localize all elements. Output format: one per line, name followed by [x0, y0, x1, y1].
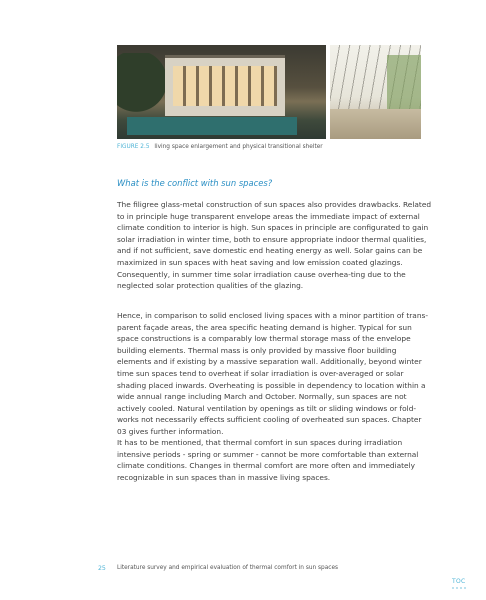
pool-graphic	[127, 117, 297, 135]
toc-link[interactable]: TOC	[452, 578, 466, 585]
trees-graphic	[117, 53, 165, 123]
figure-caption	[117, 143, 437, 151]
figure-number: FIGURE 2.5	[117, 144, 150, 150]
paragraph-3: It has to be mentioned, that thermal comfort in sun spaces during irradiation intensive periods - spring or summer - cannot be more comfortable than external climate conditions. Changes in thermal comfort are more often and immediately recognizable in sun spaces than in massive living spaces.	[117, 438, 419, 482]
house-sunspace-photo	[117, 45, 326, 139]
toc-underline	[452, 587, 466, 589]
paragraph-1: The filigree glass-metal construction of sun spaces also provides drawbacks. Related to in principle huge transparent envelope areas the immediate impact of external climate condition to interior is high. Sun spaces in principle are configurated to gain solar irradiation in winter time, both to ensure appropriate indoor thermal qualities, and if not sufficient, save domestic end heating energy as well. Solar gains can be maximized in sun spaces with heat saving and low emission coated glazings. Consequently, in summer time solar irradiation cause overhea-ting due to the neglected solar protection qualities of the glazing.	[117, 200, 432, 291]
floor-graphic	[330, 109, 421, 139]
page-number: 25	[98, 565, 106, 572]
figure-caption-text: living space enlargement and physical transitional shelter	[154, 144, 323, 150]
sunspace-interior-photo	[330, 45, 421, 139]
section-heading: What is the conflict with sun spaces?	[117, 178, 273, 188]
paragraph-2: Hence, in comparison to solid enclosed living spaces with a minor partition of transparent façade areas, the area specific heating demand is higher. Typical for sun space constructions is a comparably low thermal storage mass of the envelope building elements. Thermal mass is only provided by massive floor building elements and if existing by a massive separation wall. Additionally, beyond winter time sun spaces tend to overheat if solar irradiation is over-averaged or solar shading placed inwards. Overheating is possible in dependency to location within a wide annual range including March and October. Normally, sun spaces are not actively cooled. Natural ventilation by openings as tilt or sliding windows or fold-works not necessarily effects sufficient cooling of overheated sun spaces. Chapter 03 gives further information.	[117, 311, 429, 436]
house-graphic	[165, 55, 285, 116]
running-title: Literature survey and empirical evaluation of thermal comfort in sun spaces	[117, 565, 339, 571]
